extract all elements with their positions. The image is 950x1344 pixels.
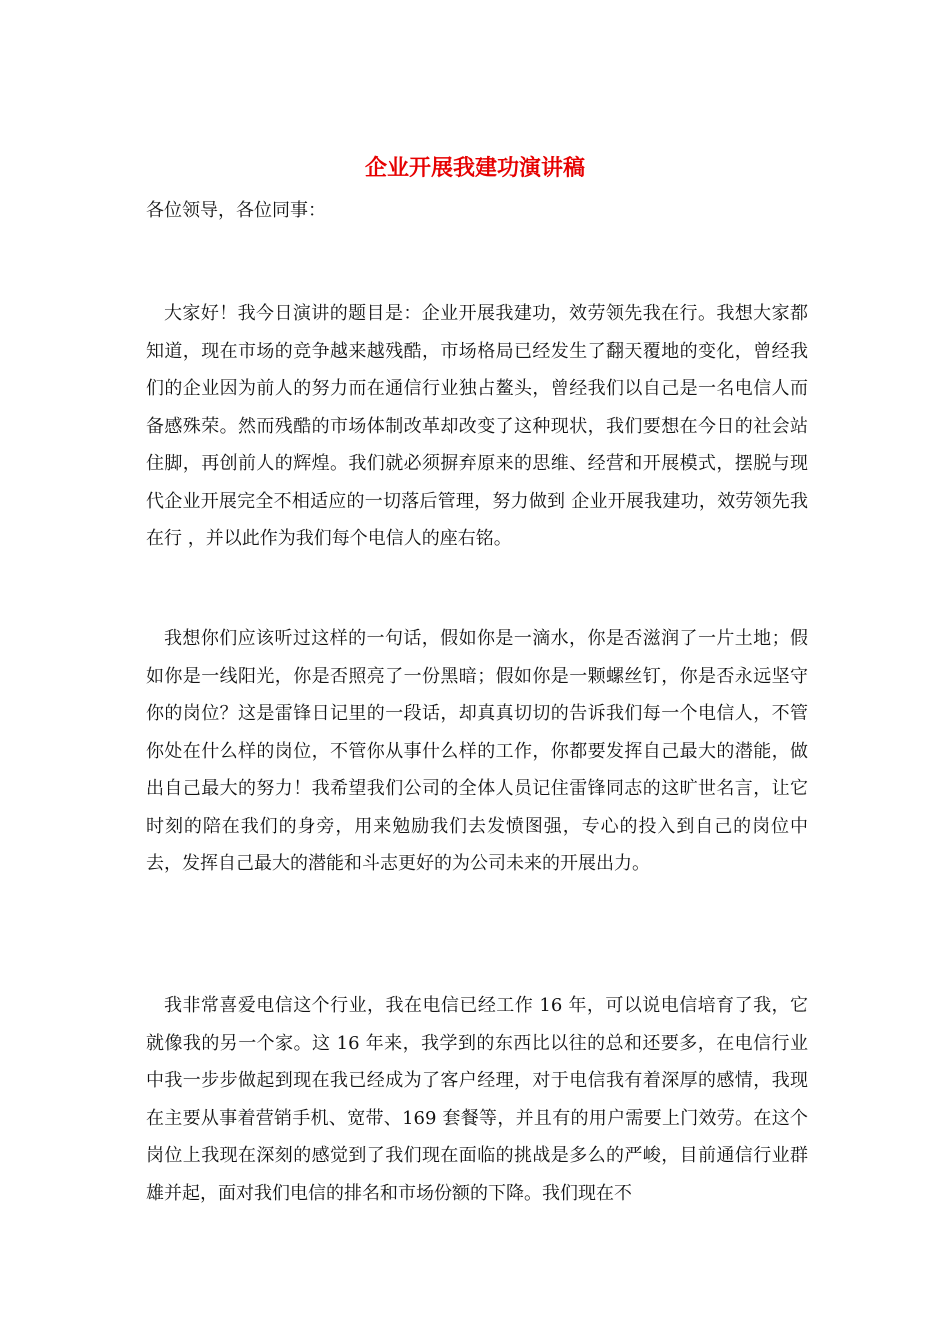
paragraph-2: 我想你们应该听过这样的一句话，假如你是一滴水，你是否滋润了一片土地；假如你是一线阳光，你是否照亮了一份黑暗；假如你是一颗螺丝钉，你是否永远坚守你的岗位？这是雷锋日记里的一段话，却真真切切的告诉我们每一个电信人，不管你处在什么样的岗位，不管你从事什么样的工作，你都要发挥自己最大的潜能，做出自己最大的努力！我希望我们公司的全体人员记住雷锋同志的这旷世名言，让它时刻的陪在我们的身旁，用来勉励我们去发愤图强，专心的投入到自己的岗位中去，发挥自己最大的潜能和斗志更好的为公司未来的开展出力。 <box>146 628 808 874</box>
salutation: 各位领导，各位同事： <box>146 200 326 221</box>
paragraph-3: 我非常喜爱电信这个行业，我在电信已经工作 16 年，可以说电信培育了我，它就像我的另一个家。这 16 年来，我学到的东西比以往的总和还要多，在电信行业中我一步步做起到现在我已经成为了客户经理，对于电信我有着深厚的感情，我现在主要从事着营销手机、宽带、169 套餐等，并且有的用户需要上门效劳。在这个岗位上我现在深刻的感觉到了我们现在面临的挑战是多么的严峻，目前通信行业群雄并起，面对我们电信的排名和市场份额的下降。我们现在不 <box>146 995 808 1204</box>
document-title: 企业开展我建功演讲稿 <box>364 155 585 181</box>
paragraph-1: 大家好！我今日演讲的题目是：企业开展我建功，效劳领先我在行。我想大家都知道，现在市场的竞争越来越残酷，市场格局已经发生了翻天覆地的变化，曾经我们的企业因为前人的努力而在通信行业独占鳌头，曾经我们以自己是一名电信人而备感殊荣。然而残酷的市场体制改革却改变了这种现状，我们要想在今日的社会站住脚，再创前人的辉煌。我们就必须摒弃原来的思维、经营和开展模式，摆脱与现代企业开展完全不相适应的一切落后管理，努力做到 企业开展我建功，效劳领先我在行 ，并以此作为我们每个电信人的座右铭。 <box>146 303 808 549</box>
